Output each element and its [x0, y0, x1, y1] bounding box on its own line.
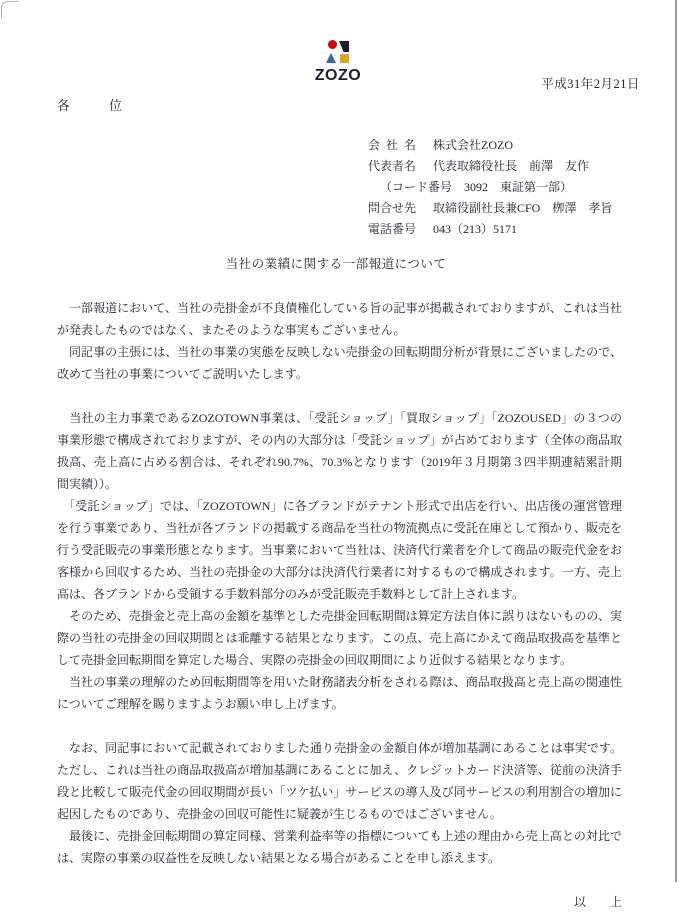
company-name-label: 会社名 [368, 138, 416, 152]
body-paragraph: そのため、売掛金と売上高の金額を基準とした売掛金回転期間は算定方法自体に誤りはないものの、実際の当社の売掛金の回収期間とは乖離する結果となります。この点、売上高にかえて商品取扱高を基準として売掛金回転期間を算定した場合、実際の売掛金の回収期間により近似する結果となります。 [57, 609, 622, 667]
logo-red-dot-icon [328, 40, 337, 49]
zozo-logo-mark-icon [326, 40, 350, 64]
document-body [57, 297, 622, 913]
body-paragraph: 同記事の主張には、当社の事業の実態を反映しない売掛金の回転期間分析が背景にございましたので、改めて当社の事業についてご説明いたします。 [57, 345, 622, 381]
logo-wordmark: ZOZO [314, 67, 362, 84]
body-paragraph: なお、同記事において記載されておりました通り売掛金の金額自体が増加基調にあることは事実です。ただし、これは当社の商品取扱高が増加基調にあることに加え、クレジットカード決済等、従前の決済手段と比較して販売代金の回収期間が長い「ツケ払い」サービスの導入及び同サービスの利用割合の増加に起因したものであり、売掛金の回収可能性に疑義が生じるものではございません。 [57, 741, 622, 821]
phone-value: 043（213）5171 [433, 222, 518, 236]
representative-row [368, 156, 612, 177]
contact-row [368, 198, 612, 219]
stock-code-row [368, 177, 612, 198]
phone-label: 電話番号 [368, 222, 417, 236]
addressee: 各 位 [57, 98, 123, 113]
document-title: 当社の業績に関する一部報道について [225, 257, 447, 271]
logo-yellow-square-icon [340, 54, 349, 63]
stock-code-value: （コード番号 3092 東証第一部） [380, 180, 573, 194]
company-name-value: 株式会社ZOZO [433, 138, 513, 152]
document-date: 平成31年2月21日 [541, 77, 640, 91]
contact-label: 問合せ先 [368, 201, 417, 215]
body-paragraph: 最後に、売掛金回転期間の算定同様、営業利益率等の指標についても上述の理由から売上高との対比では、実際の事業の収益性を反映しない結果となる場合があることを申し添えます。 [57, 829, 622, 865]
logo-blue-triangle-icon [326, 53, 336, 63]
page-corner-edge [1, 1, 18, 18]
phone-row [368, 219, 612, 240]
company-info-block [368, 135, 612, 240]
body-paragraph: 当社の事業の理解のため回転期間等を用いた財務諸表分析をされる際は、商品取扱高と売上高の関連性についてご理解を賜りますようお願い申し上げます。 [57, 675, 622, 711]
representative-label: 代表者名 [368, 159, 417, 173]
closing-mark: 以 上 [573, 895, 622, 909]
representative-value: 代表取締役社長 前澤 友作 [433, 159, 590, 173]
body-paragraph: 一部報道において、当社の売掛金が不良債権化している旨の記事が掲載されておりますが、これは当社が発表したものではなく、またそのような事実もございません。 [57, 301, 622, 337]
contact-value: 取締役副社長兼CFO 栁澤 孝旨 [433, 201, 613, 215]
body-paragraph: 当社の主力事業であるZOZOTOWN事業は、「受託ショップ」「買取ショップ」「ZOZOUSED」の３つの事業形態で構成されておりますが、その内の大部分は「受託ショップ」が占めております（全体の商品取扱高、売上高に占める割合は、それぞれ90.7%、70.3%となります（2019年３月期第３四半期連結累計期間実績））。 [57, 411, 622, 491]
company-name-row [368, 135, 612, 156]
page-right-edge [675, 0, 677, 882]
zozo-logo [308, 40, 368, 85]
body-paragraph: 「受託ショップ」では、「ZOZOTOWN」に各ブランドがテナント形式で出店を行い、出店後の運営管理を行う事業であり、当社が各ブランドの掲載する商品を当社の物流拠点に受託在庫として預かり、販売を行う受託販売の事業形態となります。当事業において当社は、決済代行業者を介して商品の販売代金をお客様から回収するため、当社の売掛金の大部分は決済代行業者に対するもので構成されます。一方、売上高は、各ブランドから受領する手数料部分のみが受託販売手数料として計上されます。 [57, 499, 622, 601]
